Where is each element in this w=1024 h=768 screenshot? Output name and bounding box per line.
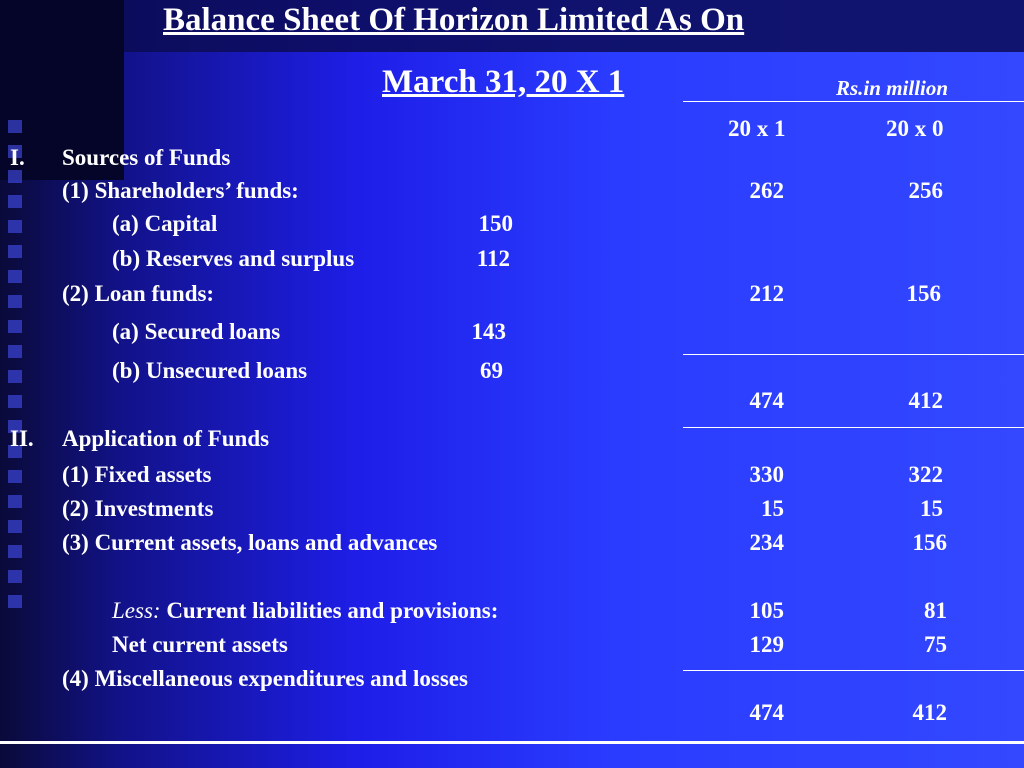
row-label-less [112, 598, 498, 624]
square-decoration [8, 120, 22, 133]
square-decoration [8, 195, 22, 208]
row-label: (b) Unsecured loans [112, 358, 308, 383]
less-word: Less: [112, 598, 161, 623]
square-decoration [8, 520, 22, 533]
value-current: 330 [749, 462, 784, 487]
square-decoration [8, 270, 22, 283]
value-current: 105 [749, 598, 784, 623]
bottom-rule [0, 741, 1024, 744]
value-previous: 81 [924, 598, 947, 623]
value-current: 129 [749, 632, 784, 657]
section-roman: II. [10, 426, 34, 451]
section-title: Sources of Funds [62, 145, 231, 170]
row-label: Current liabilities and provisions: [160, 598, 499, 623]
total-previous: 412 [908, 388, 943, 413]
square-decoration [8, 495, 22, 508]
row-label: Net current assets [112, 632, 288, 657]
square-decoration [8, 245, 22, 258]
sub-amount: 143 [471, 319, 506, 344]
column-header-previous: 20 x 0 [886, 116, 944, 141]
row-label: (4) Miscellaneous expenditures and losses [62, 666, 468, 691]
value-previous: 75 [924, 632, 947, 657]
value-current: 15 [761, 496, 784, 521]
square-decoration [8, 170, 22, 183]
value-previous: 156 [906, 281, 941, 306]
sub-amount: 69 [480, 358, 503, 383]
row-label: (2) Loan funds: [62, 281, 215, 306]
value-current: 212 [749, 281, 784, 306]
square-decoration [8, 345, 22, 358]
value-previous: 156 [912, 530, 947, 555]
value-current: 262 [749, 178, 784, 203]
header-rule [683, 101, 1024, 102]
row-label: (a) Capital [112, 211, 218, 236]
units-label: Rs.in million [836, 76, 949, 100]
page-title: Balance Sheet Of Horizon Limited As On [163, 2, 745, 38]
row-label: (1) Fixed assets [62, 462, 212, 487]
square-decoration [8, 470, 22, 483]
value-previous: 256 [908, 178, 943, 203]
square-decoration [8, 545, 22, 558]
column-header-current: 20 x 1 [728, 116, 786, 141]
section-roman: I. [10, 145, 25, 170]
total-rule [683, 427, 1024, 428]
total-current: 474 [749, 388, 784, 413]
value-current: 234 [749, 530, 784, 555]
square-decoration [8, 370, 22, 383]
section-title: Application of Funds [62, 426, 270, 451]
sub-amount: 112 [476, 246, 510, 271]
square-decoration [8, 295, 22, 308]
total-previous: 412 [912, 700, 947, 725]
sub-amount: 150 [478, 211, 513, 236]
square-decoration [8, 220, 22, 233]
square-decoration [8, 570, 22, 583]
total-current: 474 [749, 700, 784, 725]
value-previous: 15 [920, 496, 943, 521]
row-label: (a) Secured loans [112, 319, 281, 344]
square-decoration [8, 320, 22, 333]
square-decoration [8, 395, 22, 408]
row-label: (3) Current assets, loans and advances [62, 530, 438, 555]
page-subtitle: March 31, 20 X 1 [382, 64, 625, 100]
square-decoration [8, 595, 22, 608]
value-previous: 322 [908, 462, 943, 487]
subtotal-rule [683, 354, 1024, 355]
row-label: (b) Reserves and surplus [112, 246, 355, 271]
subtotal-rule [683, 670, 1024, 671]
row-label: (1) Shareholders’ funds: [62, 178, 299, 203]
row-label: (2) Investments [62, 496, 214, 521]
